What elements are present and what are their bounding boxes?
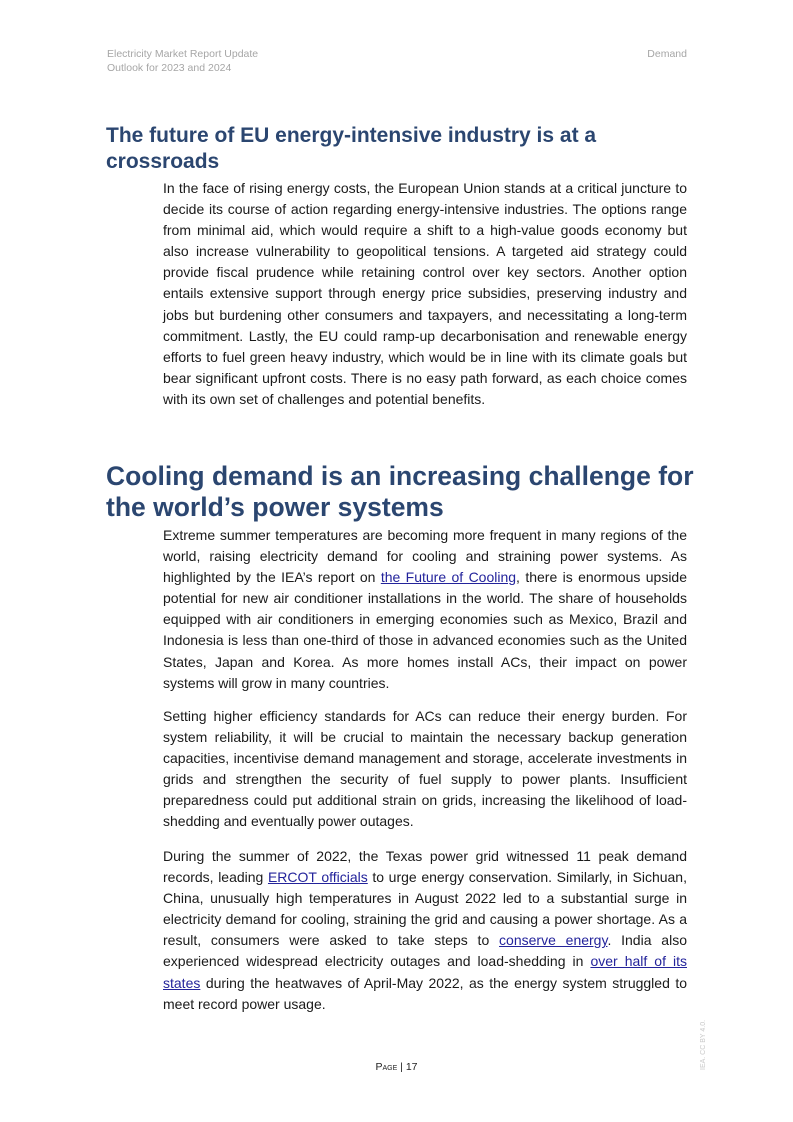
page-separator: | (397, 1061, 406, 1073)
report-title: Electricity Market Report Update (107, 48, 259, 60)
link-ercot-officials[interactable]: ERCOT officials (267, 869, 368, 886)
link-future-of-cooling[interactable]: the Future of Cooling (380, 569, 517, 586)
paragraph-eu-industry: In the face of rising energy costs, the European Union stands at a critical juncture to decide its course of action regarding energy-intensive industries. The options range from minimal aid, which would require a shift to a high-value goods economy but also increase vulnerability to geopolitical tensions. A targeted aid strategy could provide fiscal prudence while retaining control over key sectors. Another option entails extensive support through energy price subsidies, preserving industry and jobs but burdening other consumers and taxpayers, and necessitating a long-term commitment. Lastly, the EU could ramp-up decarbonisation and renewable energy efforts to fuel green heavy industry, which would be in line with its climate goals but bear significant upfront costs. There is no easy path forward, as each choice comes with its own set of challenges and potential benefits. (163, 180, 687, 407)
running-header-left (107, 47, 258, 75)
paragraph-cooling-1: Extreme summer temperatures are becoming more frequent in many regions of the world, raising electricity demand for cooling and straining power systems. As highlighted by the IEA’s report on the Future of Cooling, there is enormous upside potential for new air conditioner installations in the world. The share of households equipped with air conditioners in emerging economies such as Mexico, Brazil and Indonesia is less than one-third of those in advanced economies such as the United States, Japan and Korea. As more homes install ACs, their impact on power systems will grow in many countries. (163, 527, 688, 691)
page-footer (0, 1061, 793, 1073)
link-over-half-of-its-states[interactable]: over half of its states (163, 953, 687, 991)
page-label: Page (375, 1061, 398, 1073)
link-conserve-energy[interactable]: conserve energy (499, 932, 608, 949)
paragraph-cooling-2: Setting higher efficiency standards for ACs can reduce their energy burden. For system reliability, it will be crucial to maintain the necessary backup generation capacities, incentivise demand management and storage, accelerate investments in grids and strengthen the security of fuel supply to power plants. Insufficient preparedness could put additional strain on grids, increasing the likelihood of load-shedding and eventually power outages. (163, 708, 687, 830)
heading-cooling-demand: Cooling demand is an increasing challenge for the world’s power systems (106, 460, 694, 522)
page-number: 17 (405, 1061, 418, 1073)
heading-eu-industry: The future of EU energy-intensive industry is at a crossroads (106, 124, 597, 174)
license-notice: IEA. CC BY 4.0. (700, 1019, 707, 1070)
paragraph-cooling-3: During the summer of 2022, the Texas power grid witnessed 11 peak demand records, leading ERCOT officials to urge energy conservation. Similarly, in Sichuan, China, unusually high temperatures in August 2022 led to a substantial surge in electricity demand for cooling, straining the grid and causing a power shortage. As a result, consumers were asked to take steps to conserve energy. India also experienced widespread electricity outages and load-shedding in over half of its states during the heatwaves of April-May 2022, as the energy system struggled to meet record power usage. (163, 848, 687, 1012)
report-subtitle: Outlook for 2023 and 2024 (107, 62, 232, 74)
section-label: Demand (647, 48, 687, 60)
